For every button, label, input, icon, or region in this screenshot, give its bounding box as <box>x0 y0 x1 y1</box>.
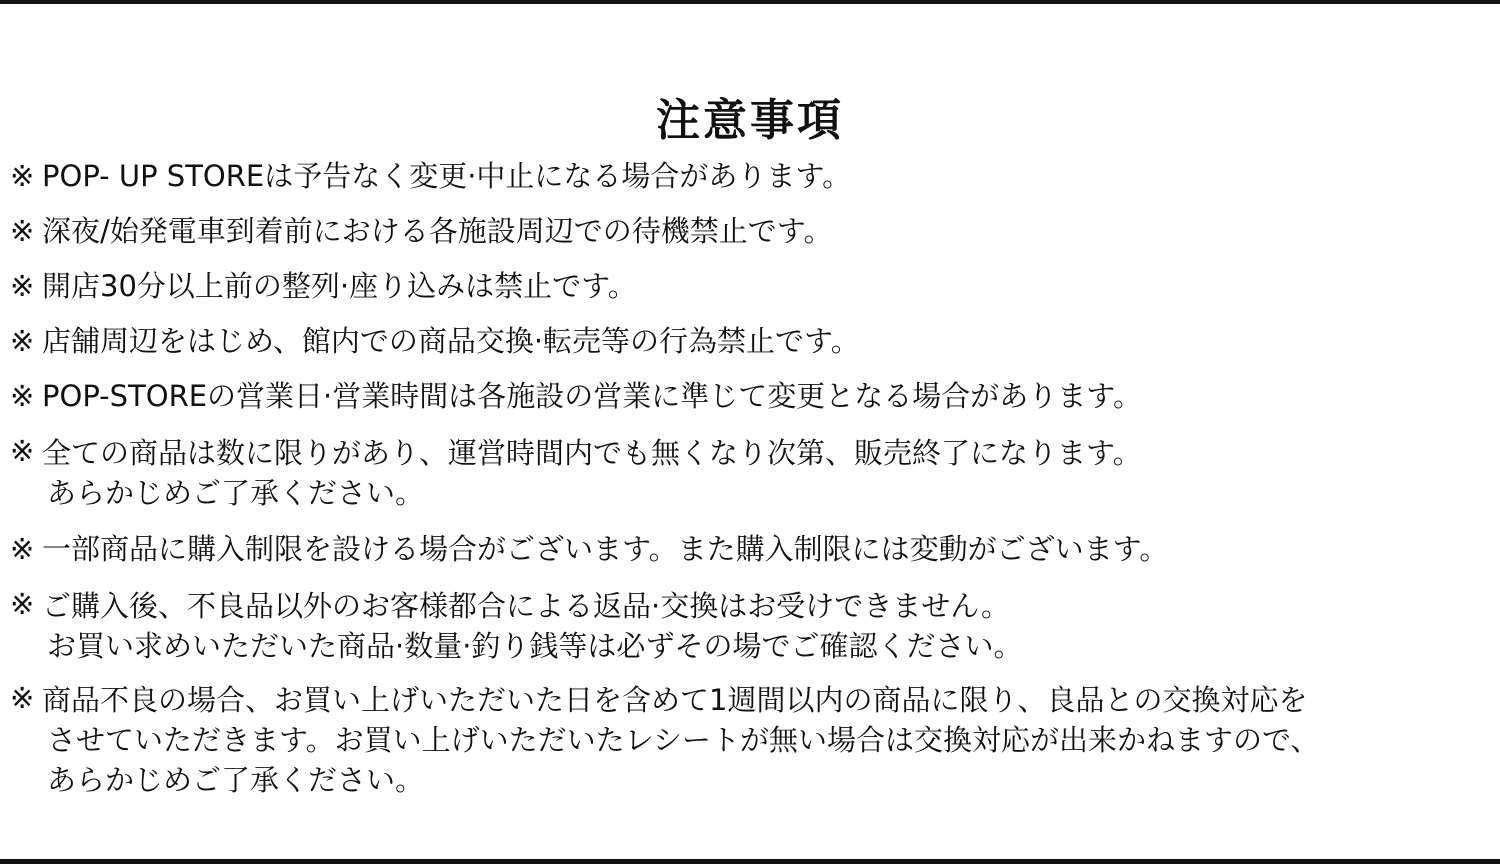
notice-item <box>10 378 1495 415</box>
reference-mark: ※ <box>10 324 35 358</box>
notice-item <box>10 323 1495 360</box>
reference-mark: ※ <box>10 587 35 621</box>
notice-text: 一部商品に購入制限を設ける場合がございます。また購入制限には変動がございます。 <box>42 532 1169 566</box>
notice-item <box>10 158 1495 195</box>
notice-item <box>10 433 1495 513</box>
notice-text-continued: あらかじめご了承ください。 <box>47 476 425 510</box>
notice-item <box>10 586 1495 666</box>
notice-item <box>10 680 1495 800</box>
notice-text: POP-STOREの営業日·営業時間は各施設の営業に準じて変更となる場合があります。 <box>42 379 1142 413</box>
notice-item <box>10 268 1495 305</box>
notice-text-continued: させていただきます。お買い上げいただいたレシートが無い場合は交換対応が出来かねますので、 <box>47 723 1320 757</box>
reference-mark: ※ <box>10 379 35 413</box>
page-title: 注意事項 <box>656 95 844 147</box>
notice-text: 開店30分以上前の整列·座り込みは禁止です。 <box>42 269 637 303</box>
notice-text: 深夜/始発電車到着前における各施設周辺での待機禁止です。 <box>42 214 833 248</box>
notice-list <box>10 158 1495 800</box>
notice-text: 店舗周辺をはじめ、館内での商品交換·転売等の行為禁止です。 <box>42 324 860 358</box>
reference-mark: ※ <box>10 159 35 193</box>
notice-text: POP- UP STOREは予告なく変更·中止になる場合があります。 <box>42 159 852 193</box>
notice-text-continued: あらかじめご了承ください。 <box>47 763 425 797</box>
notice-item <box>10 531 1495 568</box>
notice-text: 全ての商品は数に限りがあり、運営時間内でも無くなり次第、販売終了になります。 <box>42 436 1142 470</box>
reference-mark: ※ <box>10 434 35 468</box>
reference-mark: ※ <box>10 214 35 248</box>
notice-text: 商品不良の場合、お買い上げいただいた日を含めて1週間以内の商品に限り、良品との交換対応を <box>42 683 1308 717</box>
reference-mark: ※ <box>10 532 35 566</box>
reference-mark: ※ <box>10 269 35 303</box>
top-border <box>0 0 1500 4</box>
notice-item <box>10 213 1495 250</box>
reference-mark: ※ <box>10 681 35 715</box>
bottom-border <box>0 859 1500 864</box>
notice-text: ご購入後、不良品以外のお客様都合による返品·交換はお受けできません。 <box>42 589 1010 623</box>
notice-text-continued: お買い求めいただいた商品·数量·釣り銭等は必ずその場でご確認ください。 <box>47 629 1023 663</box>
